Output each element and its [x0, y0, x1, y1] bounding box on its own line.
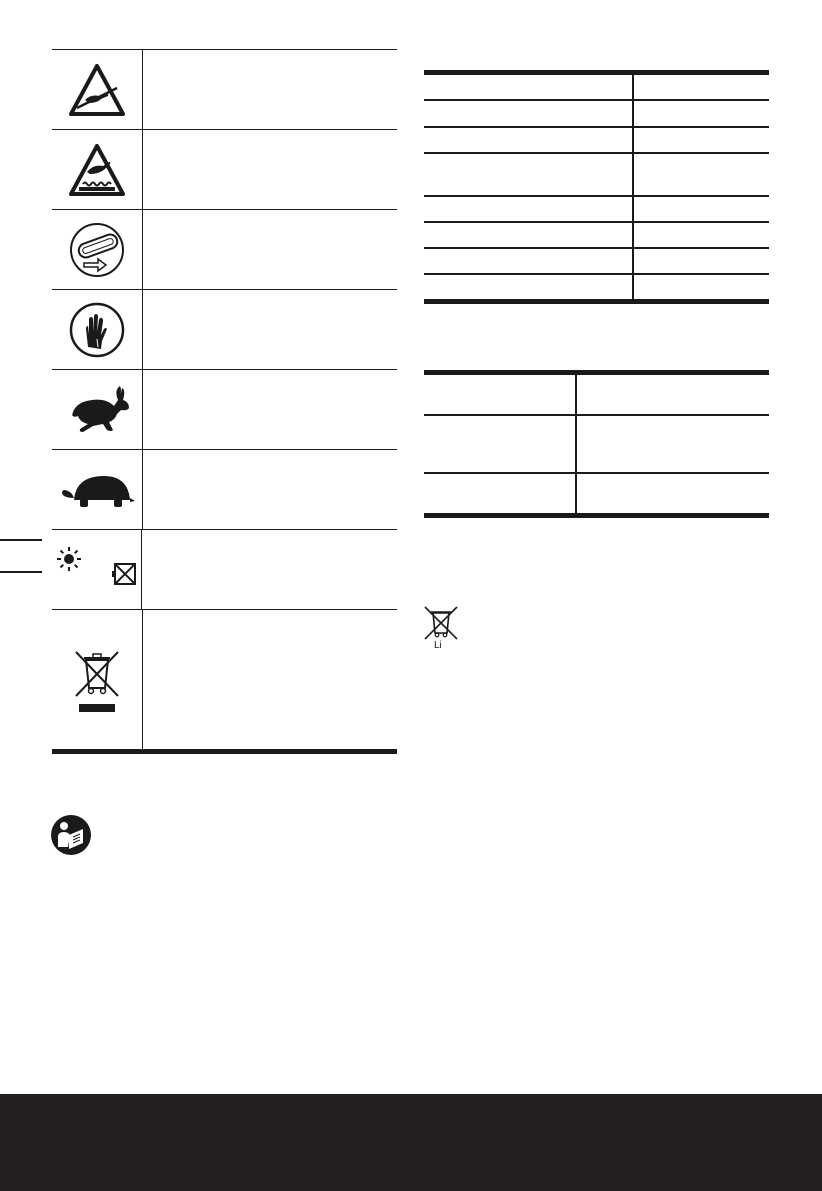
symbol-row [52, 49, 397, 129]
symbol-icon-cell [52, 450, 143, 529]
cutting-hand-warning-icon [67, 62, 127, 118]
hot-surface-warning-icon [67, 142, 127, 198]
side-tab-rule [0, 571, 42, 573]
symbol-description [144, 450, 397, 529]
battery-chemistry-label: Li [434, 640, 442, 651]
spec-table-bottom-rule [424, 513, 769, 518]
symbol-row [52, 289, 397, 369]
symbol-table [52, 49, 397, 752]
spec-table-row-rule [424, 99, 769, 101]
symbol-description [144, 210, 397, 289]
symbol-icon-cell [52, 610, 143, 752]
symbol-description [144, 530, 397, 609]
spec-table-column-divider [575, 375, 577, 513]
footer-band [0, 1094, 822, 1191]
spec-table-row-rule [424, 273, 769, 275]
symbol-description [144, 50, 397, 129]
spec-table-row-rule [424, 414, 769, 416]
spec-table-top-rule [424, 370, 769, 375]
weee-disposal-icon [72, 646, 122, 716]
symbol-table-bottom-rule [52, 749, 397, 754]
symbol-row [52, 369, 397, 449]
spec-table-top-rule [424, 70, 769, 75]
side-tab-rule [0, 539, 42, 541]
spec-table-row-rule [424, 247, 769, 249]
symbol-description [144, 610, 397, 752]
symbol-description [144, 290, 397, 369]
rabbit-fast-icon [62, 380, 132, 440]
battery-weee-icon [422, 604, 460, 642]
chain-direction-icon [68, 221, 126, 279]
spec-table-bottom-rule [424, 299, 769, 304]
turtle-slow-icon [58, 470, 136, 510]
spec-table-row-rule [424, 221, 769, 223]
symbol-icon-cell [52, 50, 143, 129]
symbol-icon-cell [52, 530, 142, 609]
spec-table-row-rule [424, 195, 769, 197]
symbol-description [144, 370, 397, 449]
symbol-icon-cell [52, 370, 143, 449]
spec-table-row-rule [424, 126, 769, 128]
spec-table-row-rule [424, 152, 769, 154]
sun-light-icon [56, 546, 82, 572]
spec-table-row-rule [424, 472, 769, 474]
symbol-row [52, 209, 397, 289]
spec-table-column-divider [632, 75, 634, 299]
symbol-description [144, 130, 397, 209]
protective-gloves-icon [68, 301, 126, 359]
symbol-icon-cell [52, 210, 143, 289]
symbol-row [52, 129, 397, 209]
symbol-row [52, 529, 397, 609]
symbol-row [52, 449, 397, 529]
battery-indicator-icon [111, 560, 137, 586]
symbol-row [52, 609, 397, 752]
symbol-icon-cell [52, 130, 143, 209]
read-manual-icon [49, 813, 93, 857]
symbol-icon-cell [52, 290, 143, 369]
